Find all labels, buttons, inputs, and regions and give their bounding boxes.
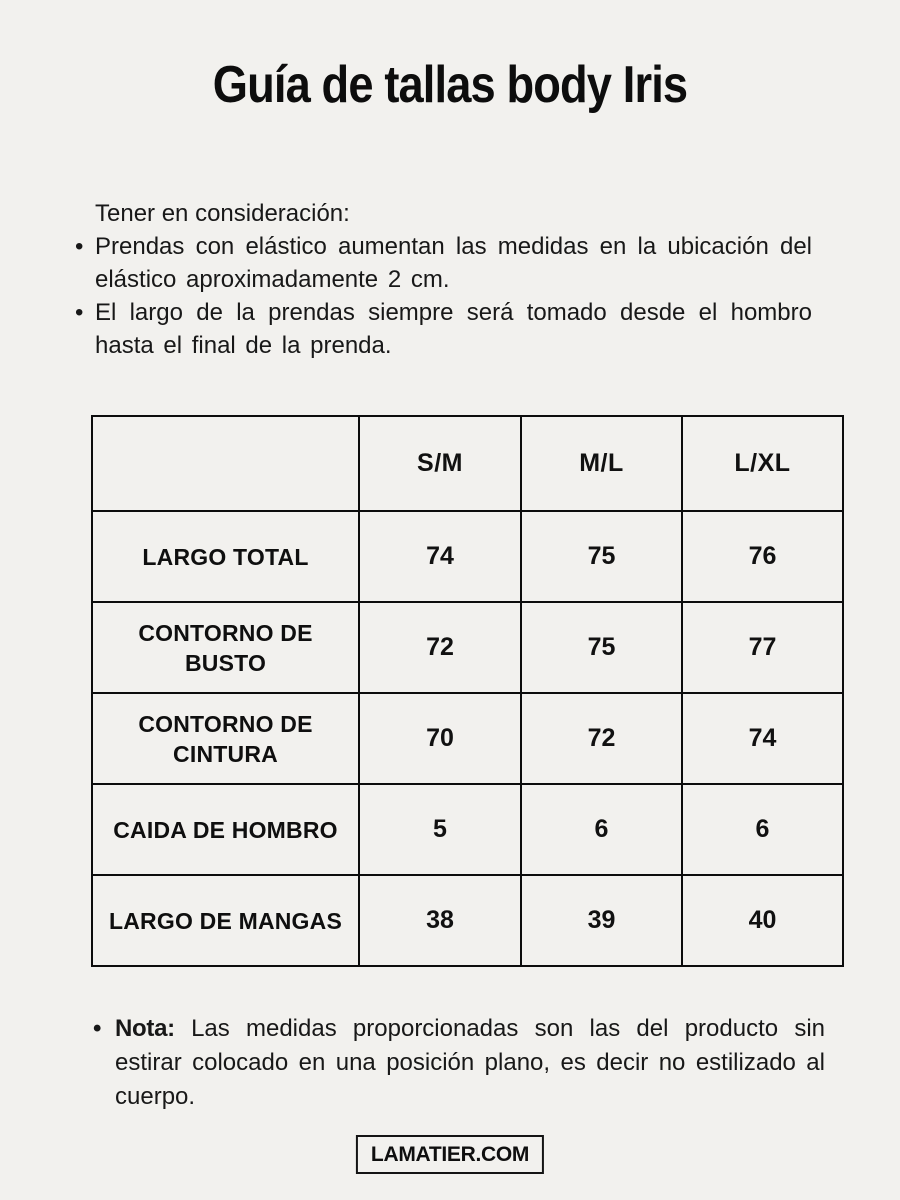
table-row [92,693,843,784]
table-row [92,784,843,875]
row-label: CONTORNO DE BUSTO [92,602,359,693]
size-column-header: S/M [359,416,521,511]
row-label: CONTORNO DE CINTURA [92,693,359,784]
cell-value: 76 [682,511,843,602]
consideration-item: • El largo de la prendas siempre será tomado desde el hombro hasta el final de la prenda. [75,296,812,362]
cell-value: 70 [359,693,521,784]
row-label: LARGO TOTAL [92,511,359,602]
cell-value: 5 [359,784,521,875]
size-column-header: M/L [521,416,682,511]
cell-value: 72 [359,602,521,693]
page-title: Guía de tallas body Iris [212,56,688,114]
cell-value: 40 [682,875,843,966]
cell-value: 75 [521,602,682,693]
size-table-corner-cell [92,416,359,511]
cell-value: 6 [682,784,843,875]
considerations-section [75,197,812,362]
considerations-list [75,230,812,362]
note-section [93,1012,825,1114]
size-column-header: L/XL [682,416,843,511]
cell-value: 6 [521,784,682,875]
table-row [92,875,843,966]
cell-value: 74 [682,693,843,784]
row-label: LARGO DE MANGAS [92,875,359,966]
brand-badge: LAMATIER.COM [356,1135,544,1174]
size-table [91,415,844,967]
note-label: Nota: [115,1015,175,1042]
cell-value: 74 [359,511,521,602]
note-text: Las medidas proporcionadas son las del producto sin estirar colocado en una posición plano, es decir no estilizado al cuerpo. [115,1015,825,1110]
cell-value: 38 [359,875,521,966]
considerations-intro: Tener en consideración: [95,200,350,227]
cell-value: 75 [521,511,682,602]
cell-value: 77 [682,602,843,693]
size-table-header-row [92,416,843,511]
consideration-item: • Prendas con elástico aumentan las medidas en la ubicación del elástico aproximadamente 2 cm. [75,230,812,296]
cell-value: 39 [521,875,682,966]
cell-value: 72 [521,693,682,784]
row-label: CAIDA DE HOMBRO [92,784,359,875]
table-row [92,511,843,602]
table-row [92,602,843,693]
